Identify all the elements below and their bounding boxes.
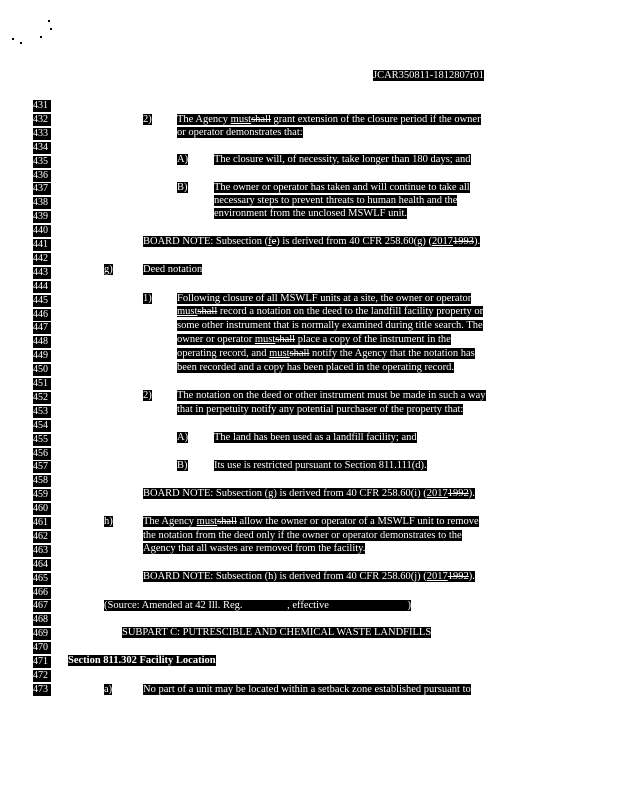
line-number: 458 — [33, 475, 51, 487]
para-g-title: Deed notation — [143, 264, 203, 275]
line-number: 439 — [33, 211, 51, 223]
subpart-heading: SUBPART C: PUTRESCIBLE AND CHEMICAL WASTE LANDFILLS — [122, 627, 432, 638]
line-number: 467 — [33, 600, 51, 612]
line-number: 463 — [33, 545, 51, 557]
para-g2-line1: The notation on the deed or other instrument must be made in such a way — [177, 390, 486, 401]
para-g1-label: 1) — [143, 293, 152, 304]
para-f2B-line3: environment from the unclosed MSWLF unit. — [214, 208, 408, 219]
line-number: 470 — [33, 642, 51, 654]
line-number: 465 — [33, 573, 51, 585]
line-number: 445 — [33, 295, 51, 307]
para-g2B-label: B) — [177, 460, 188, 471]
para-f2A-text: The closure will, of necessity, take longer than 180 days; and — [214, 154, 471, 165]
para-a-label: a) — [104, 684, 113, 695]
line-number: 450 — [33, 364, 51, 376]
board-note-f: BOARD NOTE: Subsection (fe) is derived from 40 CFR 258.60(g) (20171993). — [143, 236, 481, 247]
line-number: 472 — [33, 670, 51, 682]
para-g1-line1: Following closure of all MSWLF units at a site, the owner or operator — [177, 293, 472, 304]
line-number: 469 — [33, 628, 51, 640]
para-g1-line2: mustshall record a notation on the deed to the landfill facility property or — [177, 306, 484, 317]
para-g1-line3: some other instrument that is normally examined during title search. The — [177, 320, 483, 331]
line-number: 459 — [33, 489, 51, 501]
line-number: 471 — [33, 656, 51, 668]
line-number: 466 — [33, 587, 51, 599]
line-number: 462 — [33, 531, 51, 543]
board-note-g: BOARD NOTE: Subsection (g) is derived from 40 CFR 258.60(i) (20171992). — [143, 488, 475, 499]
line-number: 446 — [33, 309, 51, 321]
line-number: 453 — [33, 406, 51, 418]
line-number: 433 — [33, 128, 51, 140]
para-f2B-label: B) — [177, 182, 188, 193]
line-number: 434 — [33, 142, 51, 154]
para-g2A-label: A) — [177, 432, 189, 443]
para-f2-line1: The Agency mustshall grant extension of the closure period if the owner — [177, 114, 481, 125]
line-number: 454 — [33, 420, 51, 432]
para-g2A-text: The land has been used as a landfill facility; and — [214, 432, 417, 443]
line-number: 443 — [33, 267, 51, 279]
para-f2B-line1: The owner or operator has taken and will continue to take all — [214, 182, 470, 193]
para-f2A-label: A) — [177, 154, 189, 165]
para-g2-line2: that in perpetuity notify any potential purchaser of the property that: — [177, 404, 464, 415]
para-g1-line6: been recorded and a copy has been placed in the operating record. — [177, 362, 454, 373]
line-number: 451 — [33, 378, 51, 390]
line-number: 473 — [33, 684, 51, 696]
para-f2B-line2: necessary steps to prevent threats to human health and the — [214, 195, 458, 206]
line-number: 447 — [33, 322, 51, 334]
line-number: 457 — [33, 461, 51, 473]
para-h-label: h) — [104, 516, 113, 527]
para-g1-line5: operating record, and mustshall notify the Agency that the notation has — [177, 348, 475, 359]
line-number: 464 — [33, 559, 51, 571]
line-number: 440 — [33, 225, 51, 237]
line-number: 444 — [33, 281, 51, 293]
para-g1-line4: owner or operator mustshall place a copy of the instrument in the — [177, 334, 451, 345]
line-number: 452 — [33, 392, 51, 404]
line-number: 468 — [33, 614, 51, 626]
line-number: 460 — [33, 503, 51, 515]
document-id-header — [373, 70, 484, 82]
line-number: 432 — [33, 114, 51, 126]
para-f2-line2: or operator demonstrates that: — [177, 127, 303, 138]
line-number: 442 — [33, 253, 51, 265]
line-number: 438 — [33, 197, 51, 209]
board-note-h: BOARD NOTE: Subsection (h) is derived from 40 CFR 258.60(j) (20171992). — [143, 571, 475, 582]
para-h-line3: Agency that all wastes are removed from the facility. — [143, 543, 366, 554]
line-number: 435 — [33, 156, 51, 168]
para-a-text: No part of a unit may be located within a setback zone established pursuant to — [143, 684, 471, 695]
para-h-line2: the notation from the deed only if the owner or operator demonstrates to the — [143, 530, 462, 541]
line-number: 461 — [33, 517, 51, 529]
line-number: 456 — [33, 448, 51, 460]
para-g-label: g) — [104, 264, 113, 275]
line-number: 437 — [33, 183, 51, 195]
line-number: 449 — [33, 350, 51, 362]
para-f2-label: 2) — [143, 114, 152, 125]
line-number: 431 — [33, 100, 51, 112]
para-g2B-text: Its use is restricted pursuant to Section 811.111(d). — [214, 460, 427, 471]
para-h-line1: The Agency mustshall allow the owner or operator of a MSWLF unit to remove — [143, 516, 479, 527]
source-note: (Source: Amended at 42 Ill. Reg. , effective ) — [104, 600, 412, 611]
document-id: JCAR350811-1812807r01 — [373, 70, 485, 81]
line-number: 441 — [33, 239, 51, 251]
line-number: 455 — [33, 434, 51, 446]
section-heading: Section 811.302 Facility Location — [68, 655, 216, 666]
para-g2-label: 2) — [143, 390, 152, 401]
line-number: 436 — [33, 170, 51, 182]
line-number: 448 — [33, 336, 51, 348]
